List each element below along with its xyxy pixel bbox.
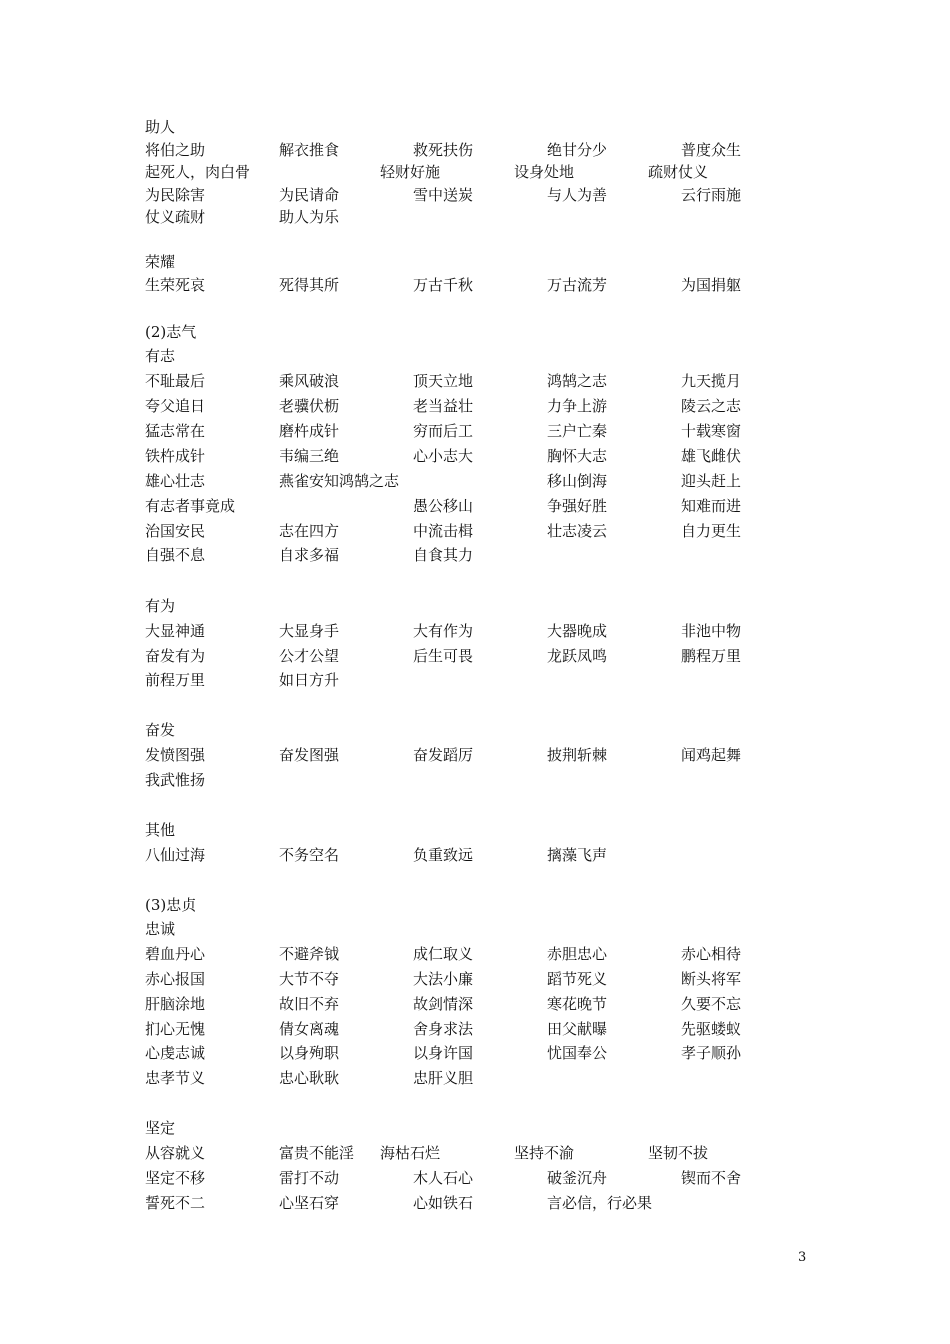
idiom: 大器晚成 bbox=[547, 622, 608, 640]
idiom: 倩女离魂 bbox=[279, 1020, 340, 1038]
idiom: 胸怀大志 bbox=[547, 447, 608, 465]
idiom: 成仁取义 bbox=[413, 945, 474, 963]
idiom: 生荣死哀 bbox=[145, 276, 206, 294]
idiom: 负重致远 bbox=[413, 846, 474, 864]
idiom: 后生可畏 bbox=[413, 647, 474, 665]
idiom: 志在四方 bbox=[279, 522, 340, 540]
idiom: 先驱蝼蚁 bbox=[681, 1020, 742, 1038]
idiom: 与人为善 bbox=[547, 186, 608, 204]
idiom: 磨杵成针 bbox=[279, 422, 340, 440]
idiom: 穷而后工 bbox=[413, 422, 474, 440]
idiom: 云行雨施 bbox=[681, 186, 742, 204]
idiom: 起死人，肉白骨 bbox=[145, 163, 251, 181]
idiom: 力争上游 bbox=[547, 397, 608, 415]
idiom: 以身许国 bbox=[413, 1044, 474, 1062]
idiom: 孝子顺孙 bbox=[681, 1044, 742, 1062]
idiom: 坚持不渝 bbox=[514, 1144, 575, 1162]
idiom: 解衣推食 bbox=[279, 141, 340, 159]
idiom: 十载寒窗 bbox=[681, 422, 742, 440]
idiom: 寒花晚节 bbox=[547, 995, 608, 1013]
idiom: 忠孝节义 bbox=[145, 1069, 206, 1087]
idiom: 赤胆忠心 bbox=[547, 945, 608, 963]
idiom: 老当益壮 bbox=[413, 397, 474, 415]
idiom: 乘风破浪 bbox=[279, 372, 340, 390]
idiom: 誓死不二 bbox=[145, 1194, 206, 1212]
idiom: 助人为乐 bbox=[279, 208, 340, 226]
idiom: 知难而进 bbox=[681, 497, 742, 515]
idiom: 仗义疏财 bbox=[145, 208, 206, 226]
section-heading: (2)志气 bbox=[145, 323, 197, 341]
idiom: 闻鸡起舞 bbox=[681, 746, 742, 764]
idiom: 雄飞雌伏 bbox=[681, 447, 742, 465]
idiom: 大节不夺 bbox=[279, 970, 340, 988]
category-title: 有志 bbox=[145, 347, 176, 365]
idiom: 猛志常在 bbox=[145, 422, 206, 440]
idiom: 从容就义 bbox=[145, 1144, 206, 1162]
idiom: 坚韧不拔 bbox=[648, 1144, 709, 1162]
section-heading: (3)忠贞 bbox=[145, 896, 197, 914]
idiom: 赤心报国 bbox=[145, 970, 206, 988]
idiom: 断头将军 bbox=[681, 970, 742, 988]
idiom: 雪中送炭 bbox=[413, 186, 474, 204]
idiom: 鹏程万里 bbox=[681, 647, 742, 665]
idiom: 木人石心 bbox=[413, 1169, 474, 1187]
idiom: 移山倒海 bbox=[547, 472, 608, 490]
idiom: 碧血丹心 bbox=[145, 945, 206, 963]
idiom: 不避斧钺 bbox=[279, 945, 340, 963]
idiom: 雄心壮志 bbox=[145, 472, 206, 490]
idiom: 愚公移山 bbox=[413, 497, 474, 515]
idiom: 为民请命 bbox=[279, 186, 340, 204]
idiom: 顶天立地 bbox=[413, 372, 474, 390]
category-title: 坚定 bbox=[145, 1119, 176, 1137]
idiom: 自强不息 bbox=[145, 546, 206, 564]
idiom: 自求多福 bbox=[279, 546, 340, 564]
idiom: 故旧不弃 bbox=[279, 995, 340, 1013]
idiom: 前程万里 bbox=[145, 671, 206, 689]
idiom: 大显神通 bbox=[145, 622, 206, 640]
idiom: 鸿鹄之志 bbox=[547, 372, 608, 390]
idiom: 为民除害 bbox=[145, 186, 206, 204]
idiom: 韦编三绝 bbox=[279, 447, 340, 465]
idiom: 万古千秋 bbox=[413, 276, 474, 294]
idiom: 蹈节死义 bbox=[547, 970, 608, 988]
idiom: 大法小廉 bbox=[413, 970, 474, 988]
idiom: 发愤图强 bbox=[145, 746, 206, 764]
idiom: 摛藻飞声 bbox=[547, 846, 608, 864]
idiom: 铁杵成针 bbox=[145, 447, 206, 465]
idiom: 有志者事竟成 bbox=[145, 497, 236, 515]
idiom: 奋发有为 bbox=[145, 647, 206, 665]
idiom: 坚定不移 bbox=[145, 1169, 206, 1187]
idiom: 夸父追日 bbox=[145, 397, 206, 415]
idiom: 非池中物 bbox=[681, 622, 742, 640]
idiom: 久要不忘 bbox=[681, 995, 742, 1013]
idiom: 自食其力 bbox=[413, 546, 474, 564]
idiom: 我武惟扬 bbox=[145, 771, 206, 789]
idiom: 肝脑涂地 bbox=[145, 995, 206, 1013]
idiom: 万古流芳 bbox=[547, 276, 608, 294]
idiom: 破釜沉舟 bbox=[547, 1169, 608, 1187]
idiom: 不务空名 bbox=[279, 846, 340, 864]
idiom: 心坚石穿 bbox=[279, 1194, 340, 1212]
category-title: 奋发 bbox=[145, 721, 176, 739]
idiom: 舍身求法 bbox=[413, 1020, 474, 1038]
idiom: 死得其所 bbox=[279, 276, 340, 294]
idiom: 三户亡秦 bbox=[547, 422, 608, 440]
idiom: 迎头赶上 bbox=[681, 472, 742, 490]
idiom: 以身殉职 bbox=[279, 1044, 340, 1062]
idiom: 绝甘分少 bbox=[547, 141, 608, 159]
idiom: 燕雀安知鸿鹄之志 bbox=[279, 472, 400, 490]
idiom: 锲而不舍 bbox=[681, 1169, 742, 1187]
idiom: 扪心无愧 bbox=[145, 1020, 206, 1038]
idiom: 九天揽月 bbox=[681, 372, 742, 390]
idiom: 自力更生 bbox=[681, 522, 742, 540]
idiom: 陵云之志 bbox=[681, 397, 742, 415]
idiom: 富贵不能淫 bbox=[279, 1144, 355, 1162]
idiom: 赤心相待 bbox=[681, 945, 742, 963]
idiom: 不耻最后 bbox=[145, 372, 206, 390]
idiom: 八仙过海 bbox=[145, 846, 206, 864]
idiom: 奋发蹈厉 bbox=[413, 746, 474, 764]
idiom: 忠心耿耿 bbox=[279, 1069, 340, 1087]
category-title: 助人 bbox=[145, 118, 176, 136]
idiom: 老骥伏枥 bbox=[279, 397, 340, 415]
idiom: 忠肝义胆 bbox=[413, 1069, 474, 1087]
idiom: 雷打不动 bbox=[279, 1169, 340, 1187]
idiom: 设身处地 bbox=[514, 163, 575, 181]
category-title: 其他 bbox=[145, 821, 176, 839]
idiom: 心虔志诚 bbox=[145, 1044, 206, 1062]
idiom: 治国安民 bbox=[145, 522, 206, 540]
idiom: 田父献曝 bbox=[547, 1020, 608, 1038]
idiom: 将伯之助 bbox=[145, 141, 206, 159]
idiom: 海枯石烂 bbox=[380, 1144, 441, 1162]
idiom: 故剑情深 bbox=[413, 995, 474, 1013]
idiom: 公才公望 bbox=[279, 647, 340, 665]
idiom: 中流击楫 bbox=[413, 522, 474, 540]
idiom: 心如铁石 bbox=[413, 1194, 474, 1212]
category-title: 荣耀 bbox=[145, 253, 176, 271]
idiom: 普度众生 bbox=[681, 141, 742, 159]
idiom: 披荆斩棘 bbox=[547, 746, 608, 764]
idiom: 奋发图强 bbox=[279, 746, 340, 764]
idiom: 心小志大 bbox=[413, 447, 474, 465]
idiom: 疏财仗义 bbox=[648, 163, 709, 181]
idiom: 为国捐躯 bbox=[681, 276, 742, 294]
idiom: 大有作为 bbox=[413, 622, 474, 640]
idiom: 壮志凌云 bbox=[547, 522, 608, 540]
idiom: 如日方升 bbox=[279, 671, 340, 689]
idiom: 轻财好施 bbox=[380, 163, 441, 181]
idiom: 争强好胜 bbox=[547, 497, 608, 515]
idiom: 救死扶伤 bbox=[413, 141, 474, 159]
category-title: 有为 bbox=[145, 597, 176, 615]
idiom: 言必信，行必果 bbox=[547, 1194, 653, 1212]
idiom: 龙跃凤鸣 bbox=[547, 647, 608, 665]
idiom: 大显身手 bbox=[279, 622, 340, 640]
idiom: 忧国奉公 bbox=[547, 1044, 608, 1062]
category-title: 忠诚 bbox=[145, 920, 176, 938]
page-number: 3 bbox=[798, 1250, 807, 1265]
